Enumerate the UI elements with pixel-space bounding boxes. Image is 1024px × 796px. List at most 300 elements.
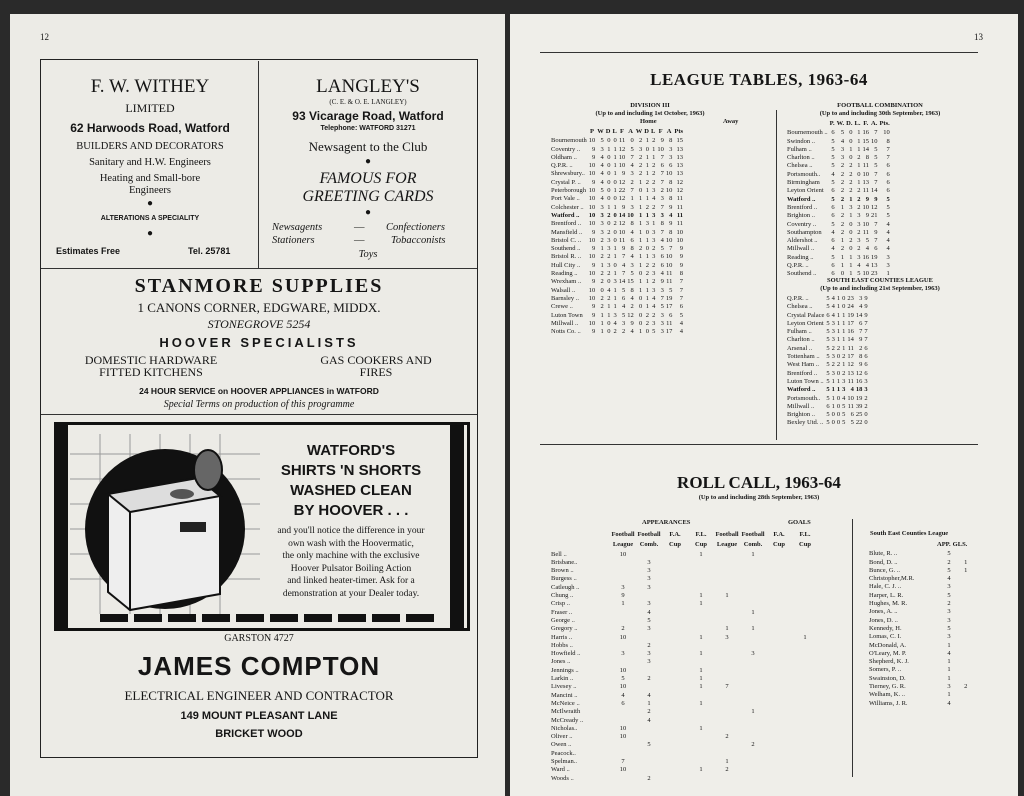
stat-cell: 1 (621, 600, 625, 608)
table-cell: 2 (639, 153, 643, 161)
table-cell: 8 (679, 270, 684, 278)
table-cell: 17 (847, 353, 854, 361)
row-label: Millwall .. (551, 319, 579, 327)
stat-cell (740, 600, 766, 608)
table-cell: 3 (600, 211, 604, 219)
stat-cell: 4 (621, 691, 625, 699)
stat-cell: 1 (725, 625, 729, 633)
table-cell: 2 (600, 278, 604, 286)
stat-cell (792, 733, 818, 741)
stat-cell (662, 559, 688, 567)
table-cell: 8 (630, 220, 634, 228)
table-row (550, 146, 684, 154)
secl-appearances-grid (868, 540, 968, 708)
stat-cell: 1 (725, 758, 729, 766)
table-cell (952, 691, 969, 699)
table-cell: 7 (864, 336, 868, 344)
table-cell: 6 (874, 245, 878, 253)
table-cell: 2 (600, 236, 604, 244)
stat-cell (740, 758, 766, 766)
table-cell: 1 (849, 195, 853, 203)
row-label: Harper, L. R. (869, 591, 904, 599)
stat-cell: 1 (699, 550, 703, 558)
stat-cell (714, 725, 740, 733)
stat-cell: 3 (647, 658, 651, 666)
table-cell: 2 (842, 353, 846, 361)
stat-cell (792, 675, 818, 683)
row-label: Swindon .. (787, 137, 815, 145)
stat-cell (740, 658, 766, 666)
table-cell: 0 (836, 402, 841, 410)
table-cell: 1 (639, 220, 643, 228)
column-header: F. (863, 120, 869, 127)
table-cell: 1 (849, 262, 853, 270)
player-row (550, 750, 818, 758)
table-cell: 4 (865, 245, 869, 253)
table-cell: 7 (864, 328, 868, 336)
table-cell (952, 617, 969, 625)
player-name: Brisbane.. (551, 558, 578, 566)
table-cell: 3 (652, 253, 656, 261)
table-cell: 5 (831, 162, 835, 170)
table-cell: 1 (645, 286, 649, 294)
table-row (550, 312, 684, 320)
table-row (550, 162, 684, 170)
table-row (786, 154, 891, 162)
table-cell: 5 (826, 369, 830, 377)
stat-cell (766, 609, 792, 617)
stat-cell (714, 617, 740, 625)
stat-cell (766, 584, 792, 592)
table-cell: 3 (613, 278, 617, 286)
stat-cell (636, 667, 662, 675)
table-cell: 4 (630, 253, 634, 261)
table-cell: 1 (645, 303, 649, 311)
table-cell: 3 (613, 311, 617, 319)
table-cell: 4 (630, 228, 634, 236)
stat-cell: 5 (647, 616, 651, 624)
row-label: Brentford .. (787, 369, 818, 377)
player-name: McIlwraith (551, 708, 581, 716)
table-cell: 10 (627, 211, 634, 219)
table-cell: 9 (865, 212, 869, 220)
table-row (786, 171, 891, 179)
table-cell: 13 (676, 170, 684, 178)
table-cell: 2 (645, 178, 649, 186)
table-cell: 1 (607, 203, 611, 211)
table-cell: 2 (836, 344, 841, 352)
table-cell: 9 (679, 253, 684, 261)
table-cell: 4 (842, 394, 846, 402)
stat-cell (610, 567, 636, 575)
stat-cell (792, 642, 818, 650)
table-cell: 3 (607, 245, 611, 253)
table-cell: 1 (849, 212, 853, 220)
table-row (550, 170, 684, 178)
player-row (550, 575, 818, 583)
table-row (550, 270, 684, 278)
table-row (868, 617, 968, 625)
table-cell: 6 (859, 319, 863, 327)
table-row (550, 229, 684, 237)
row-label: Hughes, M. R. (869, 600, 908, 608)
stat-cell (688, 750, 714, 758)
table-cell: 7 (660, 170, 664, 178)
table-cell: 1 (836, 377, 841, 385)
table-cell: 1 (840, 237, 845, 245)
stat-cell (740, 634, 766, 642)
table-cell: 1 (645, 170, 649, 178)
table-cell (952, 658, 969, 666)
table-row (868, 650, 968, 658)
table-cell: 4 (886, 228, 890, 236)
column-header: APP. (937, 541, 951, 548)
table-cell: 2 (630, 178, 634, 186)
league-tables-title: LEAGUE TABLES, 1963-64 (650, 70, 868, 89)
stat-cell (740, 667, 766, 675)
stat-cell (792, 750, 818, 758)
table-cell: 4 (600, 170, 604, 178)
stat-cell (688, 642, 714, 650)
table-cell: 10 (588, 236, 596, 244)
row-label: Bournemouth .. (787, 129, 828, 137)
table-cell: 3 (645, 220, 649, 228)
table-cell: 6 (886, 179, 890, 187)
table-cell: 14 (618, 211, 626, 219)
table-cell: 0 (836, 411, 841, 419)
table-cell: 5 (826, 336, 830, 344)
row-label: Brentford .. (551, 220, 582, 228)
table-cell: 0 (607, 278, 611, 286)
table-cell: 7 (630, 153, 634, 161)
table-cell: 7 (874, 170, 878, 178)
table-cell: 10 (665, 236, 673, 244)
player-row (550, 700, 818, 708)
table-cell: 0 (613, 261, 617, 269)
table-cell: 0 (645, 328, 649, 336)
table-row (786, 411, 869, 419)
stat-cell (662, 775, 688, 783)
player-row (550, 725, 818, 733)
stat-cell (688, 617, 714, 625)
table-cell: 8 (630, 245, 634, 253)
stat-cell (610, 717, 636, 725)
table-cell: 1 (645, 137, 649, 145)
table-cell: 5 (857, 270, 861, 278)
table-cell: 3 (652, 286, 656, 294)
table-cell: 1 (639, 286, 643, 294)
table-cell: 7 (874, 179, 878, 187)
table-cell: 7 (679, 278, 684, 286)
table-cell: 3 (857, 253, 861, 261)
row-label: Lomas, C. I. (869, 633, 902, 641)
table-cell: 11 (676, 220, 684, 228)
table-cell: 4 (613, 319, 617, 327)
stat-cell (792, 600, 818, 608)
table-cell: 4 (652, 195, 656, 203)
table-cell: 9 (592, 228, 596, 236)
table-cell: 3 (600, 220, 604, 228)
table-cell: 9 (874, 195, 878, 203)
column-header: Football (611, 531, 635, 538)
player-row (550, 551, 818, 559)
stat-cell (766, 575, 792, 583)
table-cell: 1 (947, 641, 951, 649)
table-cell: 12 (618, 220, 626, 228)
table-cell: 5 (831, 195, 835, 203)
table-cell: 6 (831, 270, 835, 278)
stat-cell: 7 (725, 683, 729, 691)
table-row (786, 419, 869, 427)
table-cell: 10 (862, 270, 869, 278)
player-name: Hobbs .. (551, 641, 573, 649)
table-cell: 9 (864, 295, 868, 302)
table-cell: 0 (857, 170, 861, 178)
stat-cell (688, 575, 714, 583)
washing-machine-icon (70, 434, 260, 614)
table-cell: 14 (618, 278, 626, 286)
roll-call-grid (550, 530, 818, 783)
stat-cell (714, 667, 740, 675)
table-cell: 9 (622, 203, 626, 211)
table-cell: 1 (947, 674, 951, 682)
table-cell: 3 (842, 377, 846, 385)
stat-cell (662, 733, 688, 741)
stat-cell (766, 634, 792, 642)
table-cell: 2 (857, 187, 861, 195)
table-cell (952, 642, 969, 650)
stat-cell (792, 559, 818, 567)
table-cell: 1 (613, 145, 617, 153)
stat-cell (610, 775, 636, 783)
row-label: Southend .. (551, 245, 581, 253)
row-label: Charlton .. (787, 336, 815, 344)
table-cell: 2 (607, 294, 611, 302)
table-cell: 12 (676, 187, 684, 195)
player-row (550, 584, 818, 592)
table-cell: 3 (857, 212, 861, 220)
table-cell: 3 (660, 286, 664, 294)
stat-cell (688, 609, 714, 617)
stat-cell (688, 584, 714, 592)
stat-cell: 10 (619, 733, 627, 741)
stat-cell (688, 741, 714, 749)
stat-cell: 3 (647, 558, 651, 566)
table-cell: 2 (652, 311, 656, 319)
column-header: W (597, 128, 604, 135)
table-cell: 3 (886, 253, 890, 261)
table-row (786, 353, 869, 361)
table-cell: 5 (660, 303, 664, 311)
table-cell: 9 (592, 303, 596, 311)
player-row (550, 634, 818, 642)
row-label: Port Vale .. (551, 195, 580, 203)
row-label: Wrexham .. (551, 278, 582, 286)
table-row (786, 146, 891, 154)
table-cell: 5 (600, 137, 604, 145)
table-cell: 2 (857, 228, 861, 236)
stat-cell (792, 584, 818, 592)
player-name: Larkin .. (551, 675, 574, 683)
table-cell: 1 (613, 245, 617, 253)
table-cell: 7 (874, 237, 878, 245)
stat-cell (714, 567, 740, 575)
stat-cell (714, 609, 740, 617)
row-label: Welham, K. .. (869, 691, 905, 699)
stat-cell (636, 766, 662, 774)
table-cell: 8 (669, 178, 673, 186)
stat-cell (662, 634, 688, 642)
stat-cell (636, 634, 662, 642)
table-cell: 7 (660, 203, 664, 211)
table-cell: 3 (652, 228, 656, 236)
column-header: Pts. (879, 120, 890, 127)
row-label: Luton Town .. (787, 377, 824, 385)
table-row (786, 196, 891, 204)
table-cell: 2 (840, 187, 845, 195)
stat-cell: 3 (725, 633, 729, 641)
table-cell: 10 (588, 203, 596, 211)
table-cell: 0 (840, 270, 845, 278)
table-cell: 10 (588, 211, 596, 219)
player-row (550, 650, 818, 658)
table-cell: 0 (645, 228, 649, 236)
table-cell: 0 (639, 294, 643, 302)
table-cell: 0 (613, 195, 617, 203)
stat-cell: 2 (751, 741, 755, 749)
table-cell: 2 (613, 328, 617, 336)
table-row (550, 237, 684, 245)
table-cell: 2 (964, 683, 968, 691)
table-cell: 5 (886, 195, 890, 203)
stat-cell (740, 692, 766, 700)
stat-cell: 2 (725, 766, 729, 774)
column-header: L (651, 128, 656, 135)
stat-cell: 10 (619, 724, 627, 732)
row-label: Mansfield .. (551, 228, 583, 236)
row-label: Crystal Palace (787, 311, 825, 319)
table-cell: 3 (831, 369, 835, 377)
table-cell: 13 (676, 145, 684, 153)
row-label: Q.P.R. .. (787, 262, 809, 270)
row-label: Chelsea .. (787, 303, 813, 311)
table-cell: 4 (600, 195, 604, 203)
table-cell: 1 (645, 195, 649, 203)
table-cell: 5 (865, 237, 869, 245)
table-cell: 3 (652, 236, 656, 244)
table-cell: 3 (840, 154, 845, 162)
row-label: Oldham .. (551, 153, 577, 161)
table-cell: 5 (874, 162, 878, 170)
table-cell: 5 (660, 245, 664, 253)
stat-cell (792, 625, 818, 633)
table-cell: 17 (847, 319, 854, 327)
table-row (786, 361, 869, 369)
table-cell: 5 (947, 550, 951, 558)
stat-cell (662, 683, 688, 691)
table-cell: 7 (874, 129, 878, 137)
table-cell: 3 (607, 236, 611, 244)
stat-cell (740, 683, 766, 691)
secl-grid (786, 295, 869, 428)
table-cell: 0 (849, 245, 853, 253)
table-row (868, 691, 968, 699)
table-cell: 11 (847, 377, 854, 385)
table-cell: 0 (864, 419, 868, 427)
stat-cell (714, 775, 740, 783)
column-header: GLS. (952, 541, 968, 548)
table-cell: 5 (831, 145, 835, 153)
table-cell: 4 (947, 575, 951, 583)
table-cell: 2 (607, 253, 611, 261)
table-row (550, 220, 684, 228)
table-cell: 3 (622, 319, 626, 327)
table-row (550, 195, 684, 203)
table-cell: 2 (840, 212, 845, 220)
table-cell: 16 (855, 377, 863, 385)
table-cell: 1 (849, 270, 853, 278)
table-row (868, 567, 968, 575)
table-cell: 4 (679, 319, 684, 327)
table-cell: 6 (831, 203, 835, 211)
stat-cell: 1 (751, 608, 755, 616)
table-cell (952, 592, 969, 600)
table-cell: 2 (600, 253, 604, 261)
table-cell: 0 (607, 187, 611, 195)
table-cell: 2 (645, 319, 649, 327)
table-cell: 2 (864, 402, 868, 410)
table-cell: 11 (619, 236, 626, 244)
stat-cell (610, 575, 636, 583)
column-header: Cup (773, 541, 785, 549)
table-cell: 2 (652, 178, 656, 186)
table-cell: 3 (669, 153, 673, 161)
table-cell: 6 (886, 170, 890, 178)
table-cell: 5 (826, 353, 830, 361)
stat-cell (662, 741, 688, 749)
row-label: Bexley Utd. .. (787, 419, 824, 427)
table-cell: 1 (639, 328, 643, 336)
table-row (786, 138, 891, 146)
table-cell: 0 (849, 154, 853, 162)
table-cell: 3 (849, 203, 853, 211)
stat-cell (662, 667, 688, 675)
table-cell: 11 (862, 187, 869, 195)
table-cell: 3 (831, 353, 835, 361)
player-name: Nicholas.. (551, 724, 578, 732)
stat-cell: 1 (699, 683, 703, 691)
table-cell: 1 (613, 170, 617, 178)
division-three-grid (550, 127, 684, 336)
table-row (786, 312, 869, 320)
row-label: Charlton .. (787, 154, 815, 162)
table-row (786, 245, 891, 253)
column-header: F (620, 128, 625, 135)
player-name: Livesey .. (551, 683, 577, 691)
table-cell: 5 (826, 344, 830, 352)
table-cell (952, 675, 969, 683)
table-cell: 24 (847, 303, 854, 311)
stat-cell (792, 650, 818, 658)
row-label: Kennedy, H. (869, 624, 902, 632)
player-name: Oliver .. (551, 733, 573, 741)
stat-cell (662, 567, 688, 575)
table-cell: 6 (886, 187, 890, 195)
table-cell: 1 (645, 162, 649, 170)
row-label: Q.P.R. .. (551, 162, 573, 170)
row-label: Southend .. (787, 270, 817, 278)
stat-cell: 3 (621, 583, 625, 591)
